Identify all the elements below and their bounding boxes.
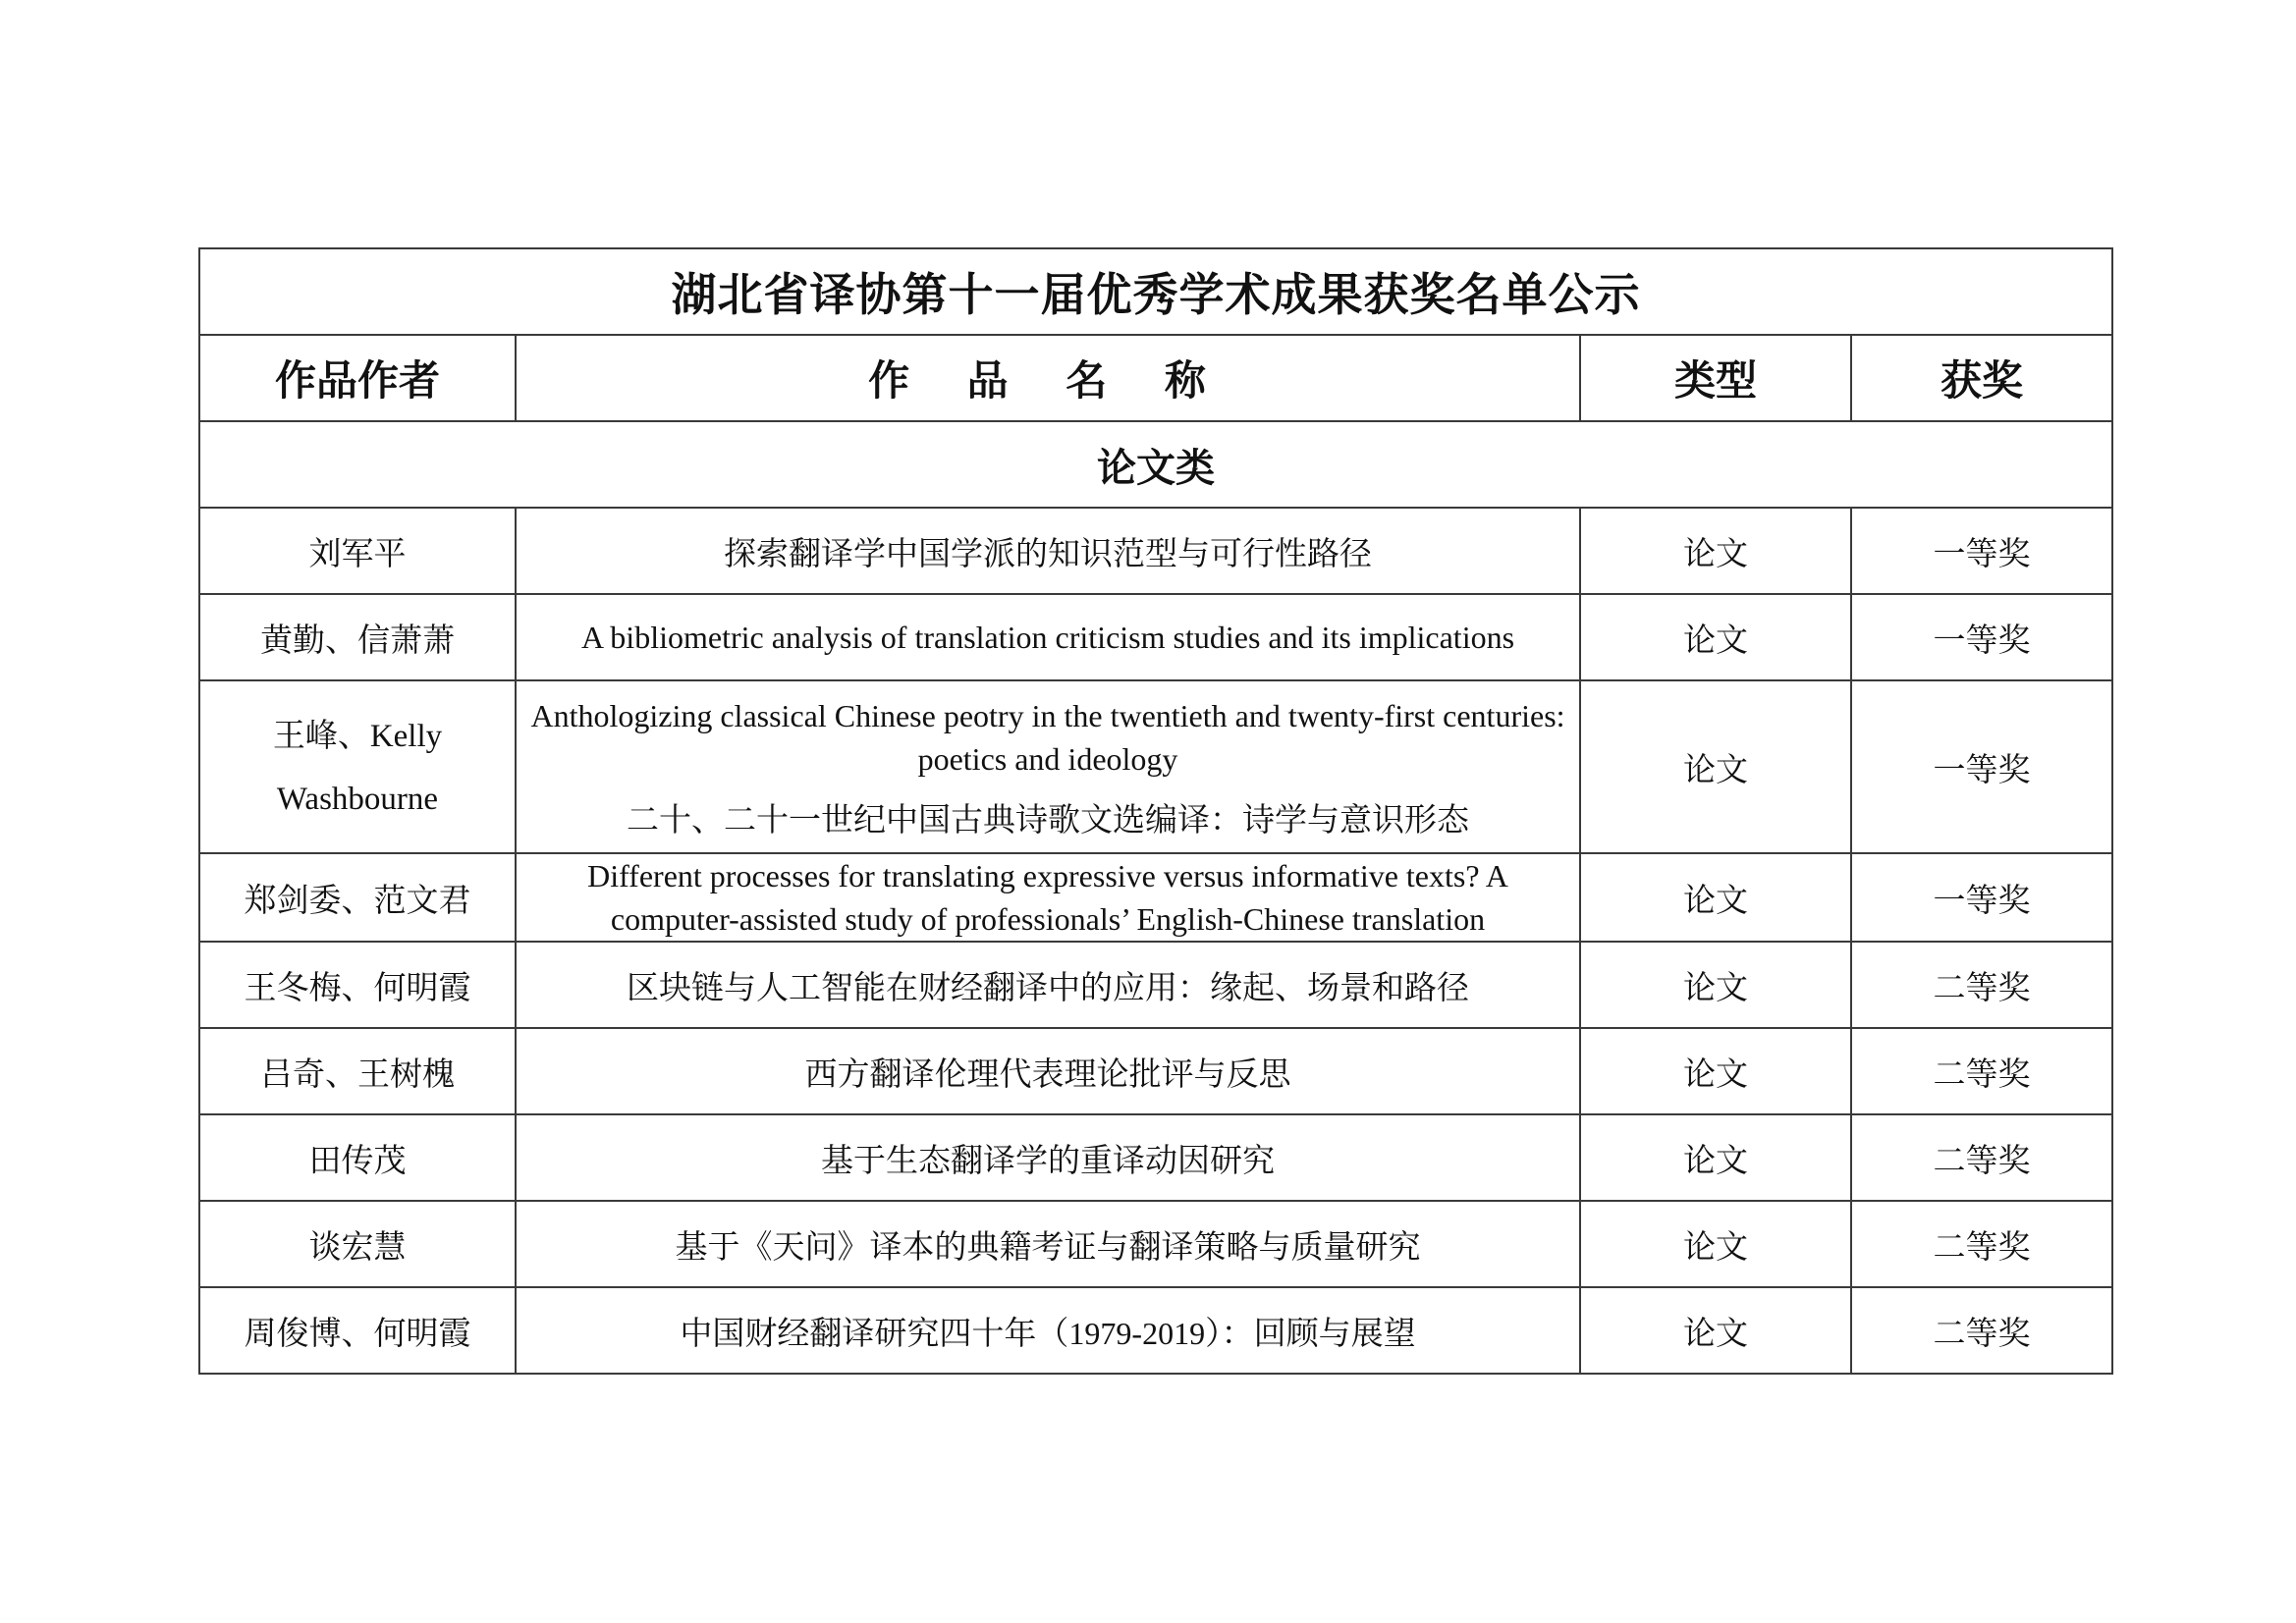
author-cell: 刘军平 <box>199 508 516 594</box>
table-row <box>199 680 2112 853</box>
table-row <box>199 1114 2112 1201</box>
table-row <box>199 1201 2112 1287</box>
type-cell: 论文 <box>1580 853 1851 942</box>
author-cell: 郑剑委、范文君 <box>199 853 516 942</box>
award-cell: 一等奖 <box>1851 680 2112 853</box>
section-title: 论文类 <box>199 421 2112 508</box>
header-row <box>199 335 2112 421</box>
header-type: 类型 <box>1580 335 1851 421</box>
work-title-cn: 二十、二十一世纪中国古典诗歌文选编译：诗学与意识形态 <box>627 799 1469 839</box>
table-row <box>199 942 2112 1028</box>
award-cell: 二等奖 <box>1851 1201 2112 1287</box>
type-cell: 论文 <box>1580 508 1851 594</box>
work-title-cell: Different processes for translating expressive versus informative texts? A computer-assisted study of professionals’ English-Chinese translation <box>516 853 1580 942</box>
work-title-cell <box>516 680 1580 853</box>
award-cell: 二等奖 <box>1851 1287 2112 1374</box>
author-cn-part: 王峰、 <box>272 715 370 754</box>
author-cell: 田传茂 <box>199 1114 516 1201</box>
author-cell: 周俊博、何明霞 <box>199 1287 516 1374</box>
work-title-cell: 西方翻译伦理代表理论批评与反思 <box>516 1028 1580 1114</box>
author-cell <box>199 680 516 853</box>
work-title-cell: 区块链与人工智能在财经翻译中的应用：缘起、场景和路径 <box>516 942 1580 1028</box>
type-cell: 论文 <box>1580 594 1851 680</box>
award-cell: 一等奖 <box>1851 508 2112 594</box>
author-line: Washbourne <box>276 781 439 817</box>
author-cell: 谈宏慧 <box>199 1201 516 1287</box>
title-row <box>199 248 2112 335</box>
author-cell: 吕奇、王树槐 <box>199 1028 516 1114</box>
type-cell: 论文 <box>1580 1028 1851 1114</box>
header-author: 作品作者 <box>199 335 516 421</box>
author-cell: 王冬梅、何明霞 <box>199 942 516 1028</box>
table-row <box>199 594 2112 680</box>
page-title: 湖北省译协第十一届优秀学术成果获奖名单公示 <box>199 248 2112 335</box>
type-cell: 论文 <box>1580 942 1851 1028</box>
work-title-part: 中国财经翻译研究四十年（ <box>680 1313 1069 1352</box>
award-cell: 二等奖 <box>1851 942 2112 1028</box>
table-row <box>199 853 2112 942</box>
author-line <box>208 704 507 768</box>
work-title-part: ）：回顾与展望 <box>1205 1313 1416 1352</box>
award-cell: 一等奖 <box>1851 594 2112 680</box>
type-cell: 论文 <box>1580 1287 1851 1374</box>
award-cell: 二等奖 <box>1851 1114 2112 1201</box>
work-title-years: 1979-2019 <box>1068 1315 1206 1351</box>
author-cell: 黄勤、信萧萧 <box>199 594 516 680</box>
type-cell: 论文 <box>1580 1114 1851 1201</box>
header-work: 作 品 名 称 <box>516 335 1580 421</box>
work-title-en: Anthologizing classical Chinese peotry in the twentieth and twenty-first centuries: poetics and ideology <box>530 697 1565 777</box>
work-title-cell: A bibliometric analysis of translation criticism studies and its implications <box>516 594 1580 680</box>
table-row <box>199 1028 2112 1114</box>
work-title-cell: 基于生态翻译学的重译动因研究 <box>516 1114 1580 1201</box>
author-en-part: Kelly <box>369 718 443 754</box>
award-cell: 二等奖 <box>1851 1028 2112 1114</box>
award-cell: 一等奖 <box>1851 853 2112 942</box>
type-cell: 论文 <box>1580 1201 1851 1287</box>
work-title-cell: 基于《天问》译本的典籍考证与翻译策略与质量研究 <box>516 1201 1580 1287</box>
header-award: 获奖 <box>1851 335 2112 421</box>
work-title-cell <box>516 1287 1580 1374</box>
table-row <box>199 508 2112 594</box>
section-row <box>199 421 2112 508</box>
table-row <box>199 1287 2112 1374</box>
award-list-table <box>198 247 2113 1375</box>
type-cell: 论文 <box>1580 680 1851 853</box>
work-title-cell: 探索翻译学中国学派的知识范型与可行性路径 <box>516 508 1580 594</box>
